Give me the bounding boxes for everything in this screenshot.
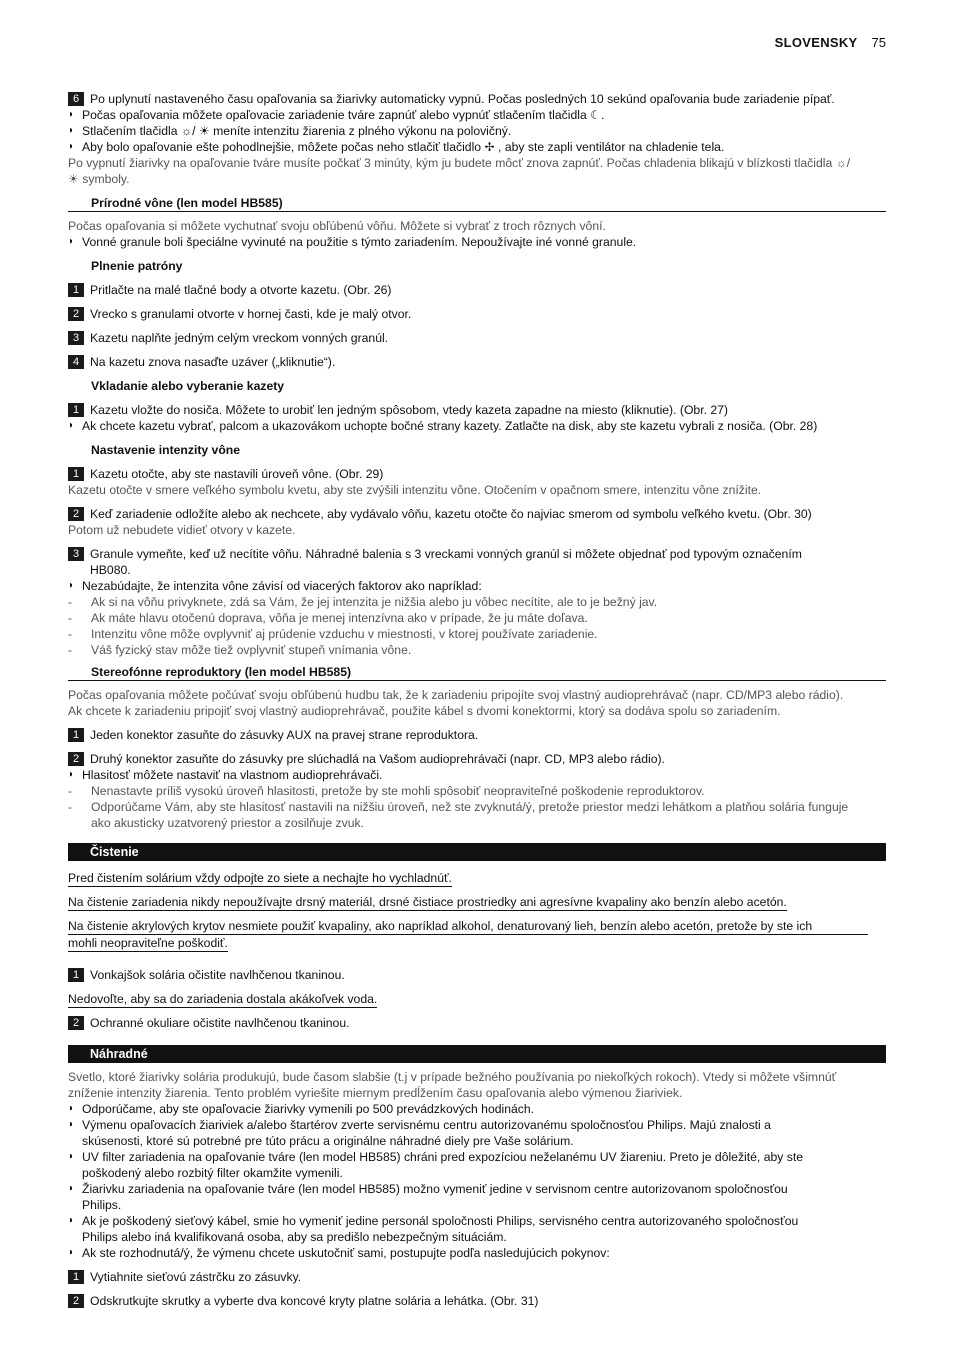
step-1: 1 Kazetu otočte, aby ste nastavili úroveň vône. (Obr. 29) [68,466,886,482]
paragraph: Svetlo, ktoré žiarivky solária produkujú, bude časom slabšie (t.j v prípade bežného používania po niekoľkých rokoch). Vtedy si môžete všimnúť [68,1070,837,1084]
step-2: 2 Keď zariadenie odložíte alebo ak nechcete, aby vydávalo vôňu, kazetu otočte čo najviac smerom od symbolu veľkého kvetu. (Obr. 30) [68,506,886,522]
bullet: ◗ Výmenu opaľovacích žiariviek a/alebo štartérov zverte servisnému centru autorizovanému spoločnosťou Philips. Majú znalosti a skúsenosti, ktoré sú potrebné pre túto prácu a originálne náhradné diely pre Vaše solárium. [68,1117,886,1149]
step-3: 3 Granule vymeňte, keď už necítite vôňu. Náhradné balenia s 3 vreckami vonných granúl si môžete objednať pod typovým označením HB080. [68,546,886,578]
bullet: ◗ Ak ste rozhodnutá/ý, že výmenu chcete uskutočniť sami, postupujte podľa nasledujúcich pokynov: [68,1245,886,1261]
section-bar-cleaning: Čistenie [68,843,886,861]
page-number: 75 [871,35,886,50]
step-1: 1 Vytiahnite sieťovú zástrčku zo zásuvky. [68,1269,886,1285]
step-4: 4 Na kazetu znova nasaďte uzáver („kliknutie“). [68,354,886,370]
dash-item: - Váš fyzický stav môže tiež ovplyvniť stupeň vnímania vône. [68,642,886,658]
warning: Na čistenie akrylových krytov nesmiete použiť kvapaliny, ako napríklad alkohol, denaturovaný lieh, benzín alebo acetón, pretože by ste ich mohli neopraviteľne poškodiť. [68,918,886,951]
bullet: ◗ Nezabúdajte, že intenzita vône závisí od viacerých faktorov ako napríklad: [68,578,886,594]
step-3: 3 Kazetu naplňte jedným celým vreckom vonných granúl. [68,330,886,346]
step-2: 2 Druhý konektor zasuňte do zásuvky pre slúchadlá na Vašom audioprehrávači (napr. CD, MP3 alebo rádio). [68,751,886,767]
bullet: ◗ Aby bolo opaľovanie ešte pohodlnejšie, môžete počas neho stlačiť tlačidlo ✢ , aby ste zapli ventilátor na chladenie tela. [68,139,886,155]
section-bar-replacement: Náhradné [68,1045,886,1063]
paragraph: Počas opaľovania môžete počúvať svoju obľúbenú hudbu tak, že k zariadeniu pripojíte svoj vlastný audioprehrávač (napr. CD/MP3 alebo rádio). [68,688,844,702]
section-title-fragrance: Prírodné vône (len model HB585) [68,195,886,212]
bullet: ◗ Vonné granule boli špeciálne vyvinuté na použitie s týmto zariadením. Nepoužívajte iné vonné granule. [68,234,886,250]
step-2: 2 Vrecko s granulami otvorte v hornej časti, kde je malý otvor. [68,306,886,322]
warning: Pred čistením solárium vždy odpojte zo siete a nechajte ho vychladnúť. [68,871,452,885]
paragraph: Ak chcete k zariadeniu pripojiť svoj vlastný audioprehrávač, použite kábel s dvomi konektormi, ktorý sa dodáva spolu so zariadením. [68,704,781,718]
warning: Nedovoľte, aby sa do zariadenia dostala akákoľvek voda. [68,992,378,1006]
language-label: SLOVENSKY [774,35,858,50]
dash-item: - Ak máte hlavu otočenú doprava, vôňa je menej intenzívna ako v prípade, že ju máte doľava. [68,610,886,626]
section-title-filling: Plnenie patróny [91,259,183,273]
step-6: 6 Po uplynutí nastaveného času opaľovania sa žiarivky automaticky vypnú. Počas posledných 10 sekúnd opaľovania bude zariadenie pípať. [68,91,886,107]
section-title-stereo: Stereofónne reproduktory (len model HB585) [68,664,886,681]
bullet: ◗ Odporúčame, aby ste opaľovacie žiarivky vymenili po 500 prevádzkových hodinách. [68,1101,886,1117]
step-2: 2 Ochranné okuliare očistite navlhčenou tkaninou. [68,1015,886,1031]
dash-item: - Nenastavte príliš vysokú úroveň hlasitosti, pretože by ste mohli spôsobiť neopraviteľné poškodenie reproduktorov. [68,783,886,799]
bullet: ◗ UV filter zariadenia na opaľovanie tváre (len model HB585) chráni pred expozíciou neželanému UV žiareniu. Preto je dôležité, aby ste poškodený alebo rozbitý filter okamžite vymenili. [68,1149,886,1181]
bullet: ◗ Ak chcete kazetu vybrať, palcom a ukazovákom uchopte bočné strany kazety. Zatlačte na disk, aby ste kazetu vybrali z nosiča. (Obr. 28) [68,418,886,434]
dash-item: - Intenzitu vône môže ovplyvniť aj prúdenie vzduchu v miestnosti, v ktorej používate zariadenie. [68,626,886,642]
bullet: ◗ Stlačením tlačidla ☼/ ☀ meníte intenzitu žiarenia z plného výkonu na polovičný. [68,123,886,139]
paragraph: zníženie intenzity žiarenia. Tento problém vyriešite miernym predĺžením času opaľovania alebo výmenou žiariviek. [68,1086,683,1100]
step-1: 1 Pritlačte na malé tlačné body a otvorte kazetu. (Obr. 26) [68,282,886,298]
dash-item: - Ak si na vôňu privyknete, zdá sa Vám, že jej intenzita je nižšia alebo ju vôbec necítite, ale to je bežný jav. [68,594,886,610]
page-header [775,35,886,50]
page-content [68,91,886,1309]
step-1: 1 Jeden konektor zasuňte do zásuvky AUX na pravej strane reproduktora. [68,727,886,743]
step-1: 1 Kazetu vložte do nosiča. Môžete to urobiť len jedným spôsobom, vtedy kazeta zapadne na miesto (kliknutie). (Obr. 27) [68,402,886,418]
dash-item: - Odporúčame Vám, aby ste hlasitosť nastavili na nižšiu úroveň, než ste zvyknutá/ý, pretože priestor medzi lehátkom a platňou solária funguje ako akusticky uzatvorený priestor a zosilňuje zvuk. [68,799,886,831]
note: Kazetu otočte v smere veľkého symbolu kvetu, aby ste zvýšili intenzitu vône. Otočením v opačnom smere, intenzitu vône znížite. [68,483,762,497]
section-title-insert: Vkladanie alebo vyberanie kazety [91,379,285,393]
note: ☀ symboly. [68,172,130,186]
step-2: 2 Odskrutkujte skrutky a vyberte dva koncové kryty platne solária a lehátka. (Obr. 31) [68,1293,886,1309]
bullet: ◗ Žiarivku zariadenia na opaľovanie tváre (len model HB585) možno vymeniť jedine v servisnom centre autorizovanom spoločnosťou Philips. [68,1181,886,1213]
warning: Na čistenie zariadenia nikdy nepoužívajte drsný materiál, drsné čistiace prostriedky ani agresívne kvapaliny ako benzín alebo acetón. [68,895,787,909]
note: Po vypnutí žiarivky na opaľovanie tváre musíte počkať 3 minúty, kým ju budete môcť znova zapnúť. Počas chladenia blikajú v blízkosti tlačidla ☼/ [68,156,851,170]
bullet: ◗ Ak je poškodený sieťový kábel, smie ho vymeniť jedine personál spoločnosti Philips, servisného centra autorizovaného spoločnosťou Philips alebo iná kvalifikovaná osoba, aby sa predišlo nebezpečným situáciám. [68,1213,886,1245]
paragraph: Počas opaľovania si môžete vychutnať svoju obľúbenú vôňu. Môžete si vybrať z troch rôznych vôní. [68,219,606,233]
section-title-intensity: Nastavenie intenzity vône [91,443,241,457]
bullet: ◗ Počas opaľovania môžete opaľovacie zariadenie tváre zapnúť alebo vypnúť stlačením tlačidla ☾. [68,107,886,123]
step-1: 1 Vonkajšok solária očistite navlhčenou tkaninou. [68,967,886,983]
bullet: ◗ Hlasitosť môžete nastaviť na vlastnom audioprehrávači. [68,767,886,783]
note: Potom už nebudete vidieť otvory v kazete. [68,523,296,537]
